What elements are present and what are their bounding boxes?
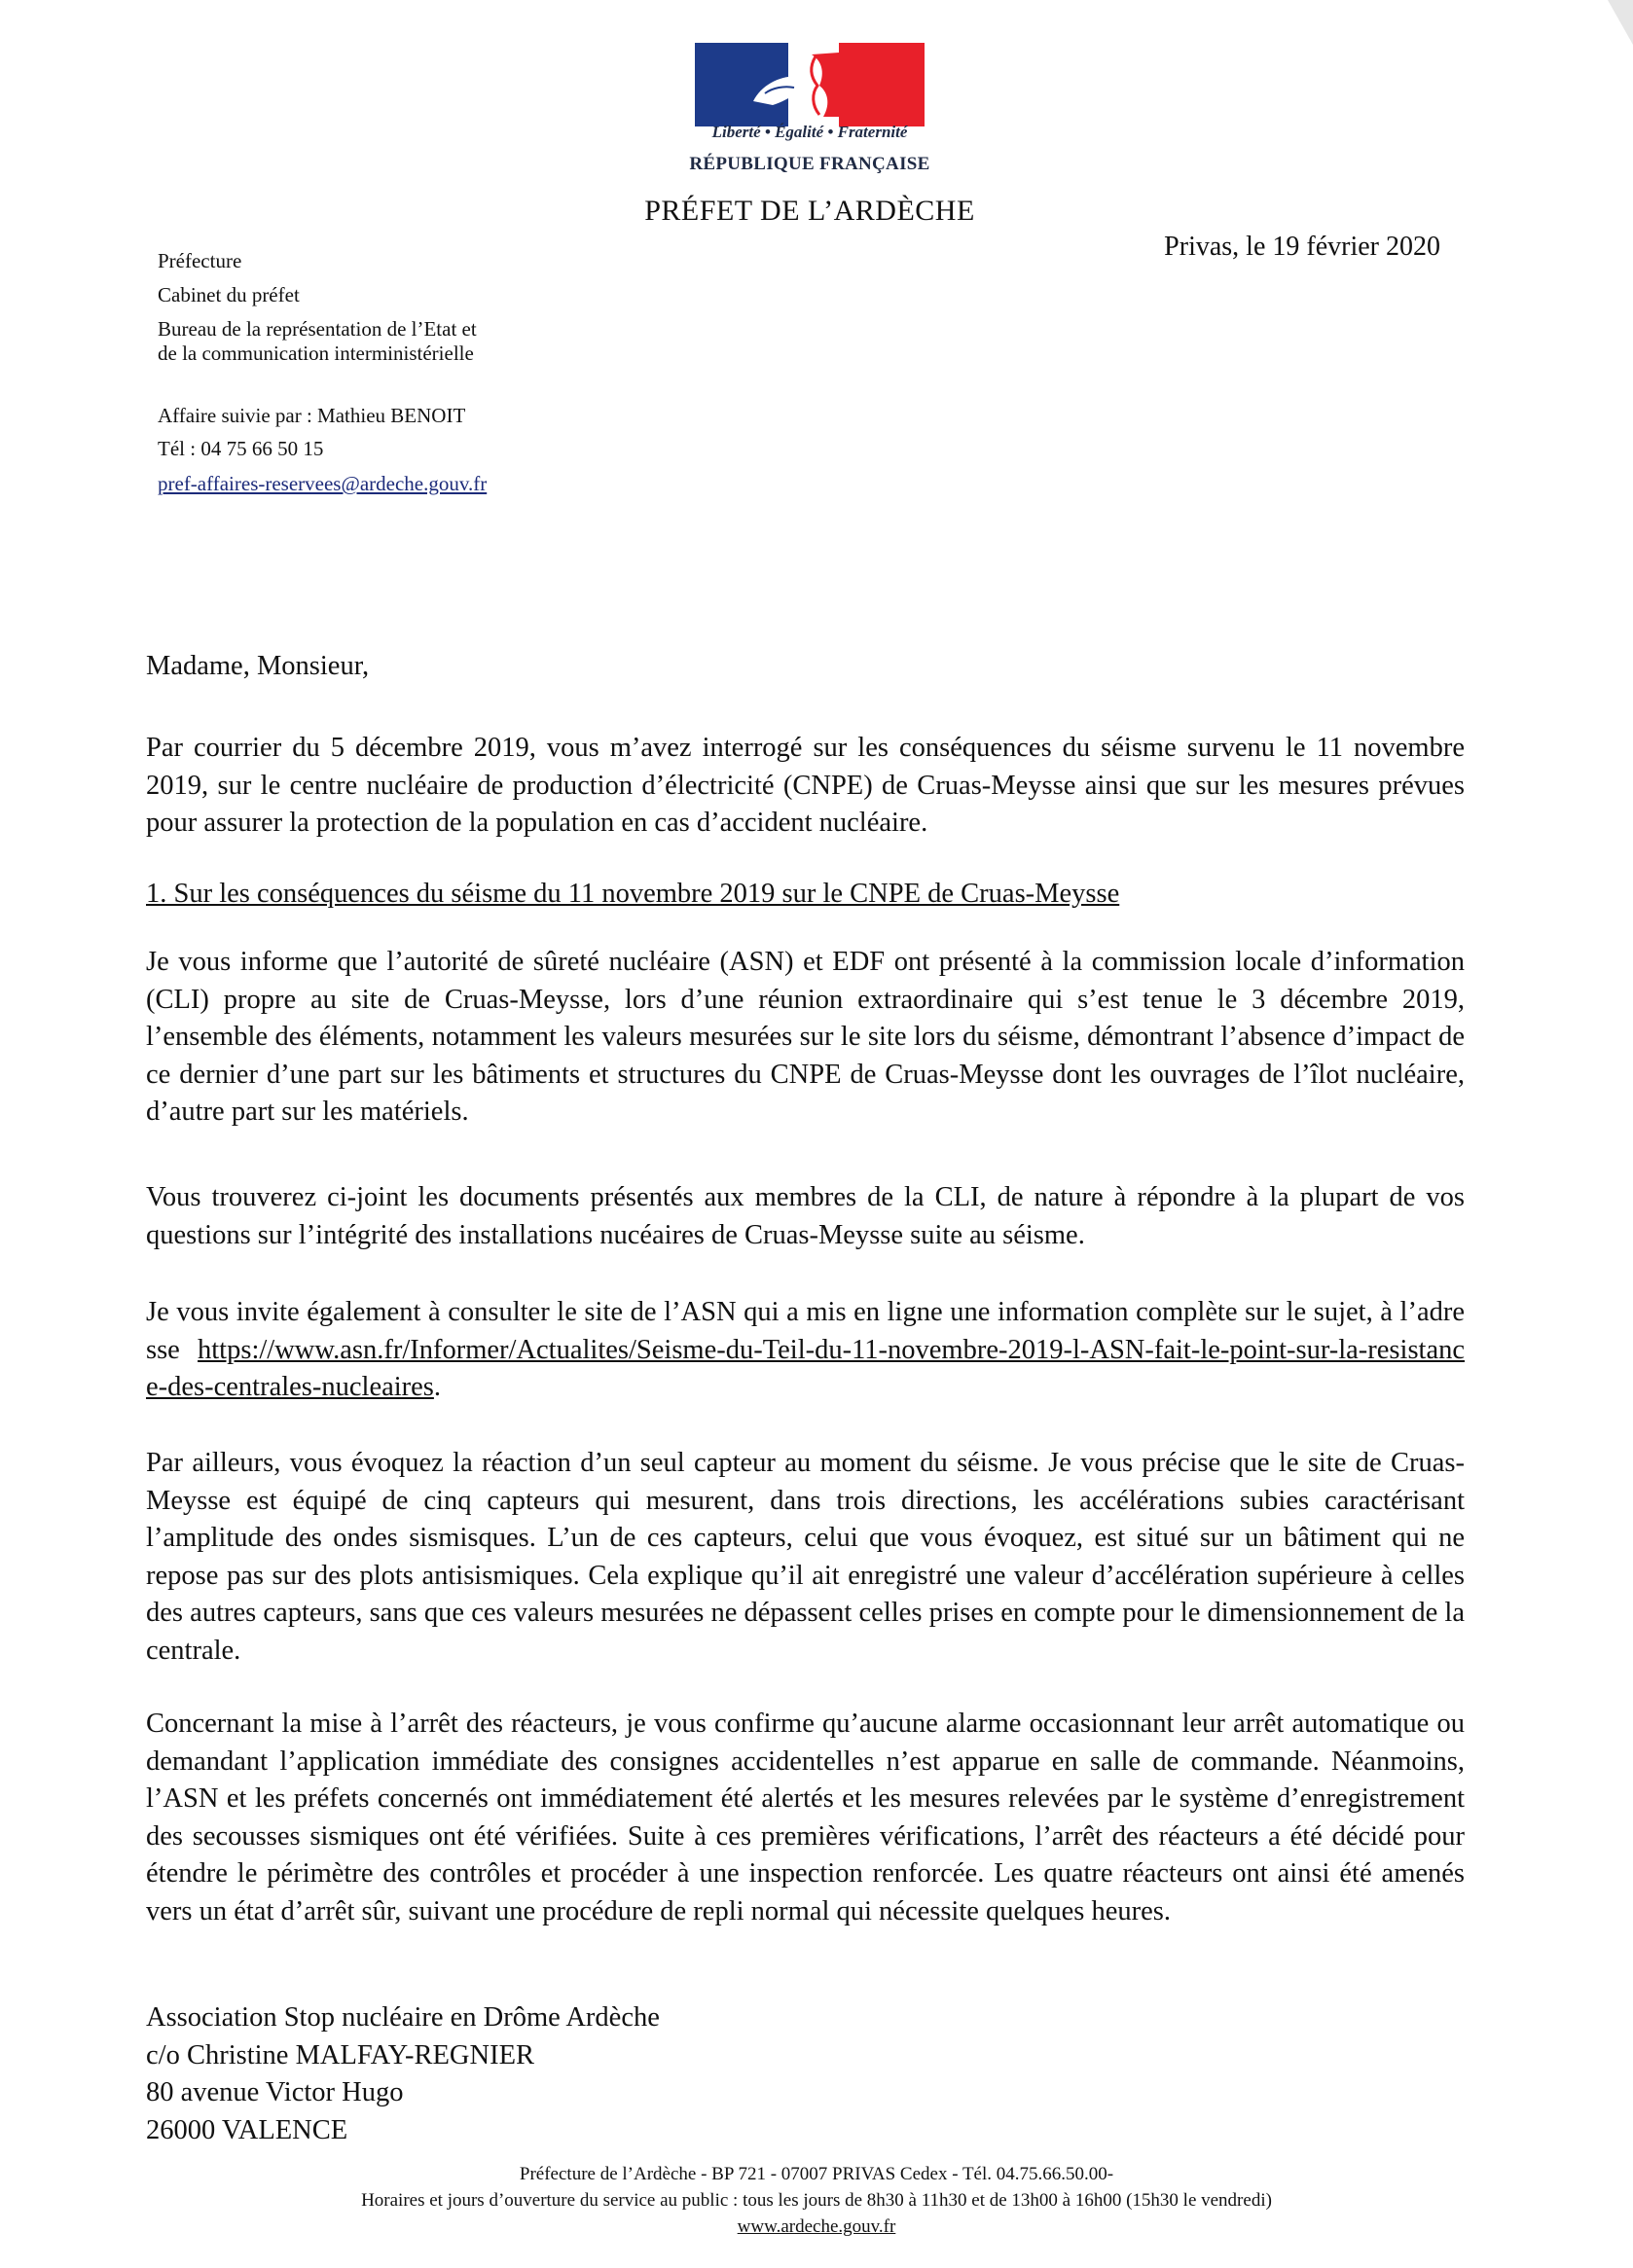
- prefet-title: PRÉFET DE L’ARDÈCHE: [644, 195, 975, 227]
- paragraph: Concernant la mise à l’arrêt des réacteurs, je vous confirme qu’aucune alarme occasionnant leur arrêt automatique ou demandant l’application immédiate des consignes accidentelles n’est apparue en salle de commande. Néanmoins, l’ASN et les préfets concernés ont immédiatement été alertés et les mesures relevées par le système d’enregistrement des secousses sismiques ont été vérifiées. Suite à ces premières vérifications, l’arrêt des réacteurs a été décidé pour étendre le périmètre des contrôles et procéder à une inspection renforcée. Les quatre réacteurs ont ainsi été amenés vers un état d’arrêt sûr, suivant une procédure de repli normal qui nécessite quelques heures.: [146, 1709, 1465, 1926]
- recipient-line: Association Stop nucléaire en Drôme Ardèche: [146, 2002, 660, 2033]
- paragraph: Par courrier du 5 décembre 2019, vous m’avez interrogé sur les conséquences du séisme survenu le 11 novembre 2019, sur le centre nucléaire de production d’électricité (CNPE) de Cruas-Meysse ainsi que sur les mesures prévues pour assurer la protection de la population en cas d’accident nucléaire.: [146, 733, 1465, 838]
- paragraph-end: .: [433, 1372, 442, 1402]
- sender-phone: Tél : 04 75 66 50 15: [158, 437, 324, 460]
- sender-line: Bureau de la représentation de l’Etat et: [158, 317, 477, 341]
- sender-email-link[interactable]: pref-affaires-reservees@ardeche.gouv.fr: [158, 472, 488, 495]
- paragraph-text: Je vous invite également à consulter le site de l’ASN qui a mis en ligne une information complète sur le sujet, à l’adresse: [146, 1297, 1465, 1365]
- recipient-address: [146, 1999, 660, 2149]
- recipient-line: c/o Christine MALFAY-REGNIER: [146, 2039, 534, 2070]
- republic-motto: Liberté • Égalité • Fraternité: [711, 123, 908, 141]
- paragraph: Vous trouverez ci-joint les documents présentés aux membres de la CLI, de nature à répondre à la plupart de vos questions sur l’intégrité des installations nucéaires de Cruas-Meysse suite au séisme.: [146, 1182, 1465, 1250]
- recipient-line: 80 avenue Victor Hugo: [146, 2077, 404, 2107]
- footer-website-link[interactable]: [195, 2214, 1438, 2240]
- scan-corner-mark: [1608, 0, 1633, 45]
- recipient-line: 26000 VALENCE: [146, 2114, 348, 2145]
- asn-url-link[interactable]: https://www.asn.fr/Informer/Actualites/Seisme-du-Teil-du-11-novembre-2019-l-ASN-fait-le-point-sur-la-resistance-des-centrales-nucleaires: [146, 1334, 1465, 1402]
- sender-line: Préfecture: [158, 249, 242, 272]
- marianne-logo-icon: [695, 43, 925, 126]
- sender-line: de la communication interministérielle: [158, 342, 474, 365]
- salutation: Madame, Monsieur,: [146, 651, 370, 681]
- paragraph: Par ailleurs, vous évoquez la réaction d’un seul capteur au moment du séisme. Je vous précise que le site de Cruas-Meysse est équipé de cinq capteurs qui mesurent, dans trois directions, les accélérations subies caractérisant l’amplitude des ondes sismisques. L’un de ces capteurs, celui que vous évoquez, est situé sur un bâtiment qui ne repose pas sur des plots antisismiques. Cela explique qu’il ait enregistré une valeur d’accélération supérieure à celles des autres capteurs, sans que ces valeurs mesurées ne dépassent celles prises en compte pour le dimensionnement de la centrale.: [146, 1448, 1465, 1666]
- sender-contact: Affaire suivie par : Mathieu BENOIT: [158, 404, 466, 427]
- footer-hours: Horaires et jours d’ouverture du service au public : tous les jours de 8h30 à 11h30 et de 13h00 à 16h00 (15h30 le vendredi): [361, 2190, 1272, 2211]
- paragraph: [146, 1294, 1465, 1407]
- letter-date: Privas, le 19 février 2020: [1164, 232, 1440, 262]
- footer-website-text[interactable]: www.ardeche.gouv.fr: [737, 2216, 896, 2237]
- sender-line: Cabinet du préfet: [158, 283, 300, 306]
- republic-name: RÉPUBLIQUE FRANÇAISE: [689, 154, 930, 174]
- section-title: 1. Sur les conséquences du séisme du 11 novembre 2019 sur le CNPE de Cruas-Meysse: [146, 879, 1120, 909]
- footer-address: Préfecture de l’Ardèche - BP 721 - 07007 PRIVAS Cedex - Tél. 04.75.66.50.00-: [519, 2164, 1114, 2184]
- paragraph: Je vous informe que l’autorité de sûreté nucléaire (ASN) et EDF ont présenté à la commission locale d’information (CLI) propre au site de Cruas-Meysse, lors d’une réunion extraordinaire qui s’est tenue le 3 décembre 2019, l’ensemble des éléments, notamment les valeurs mesurées sur le site lors du séisme, démontrant l’absence d’impact de ce dernier d’une part sur les bâtiments et structures du CNPE de Cruas-Meysse dont les ouvrages de l’îlot nucléaire, d’autre part sur les matériels.: [146, 947, 1465, 1127]
